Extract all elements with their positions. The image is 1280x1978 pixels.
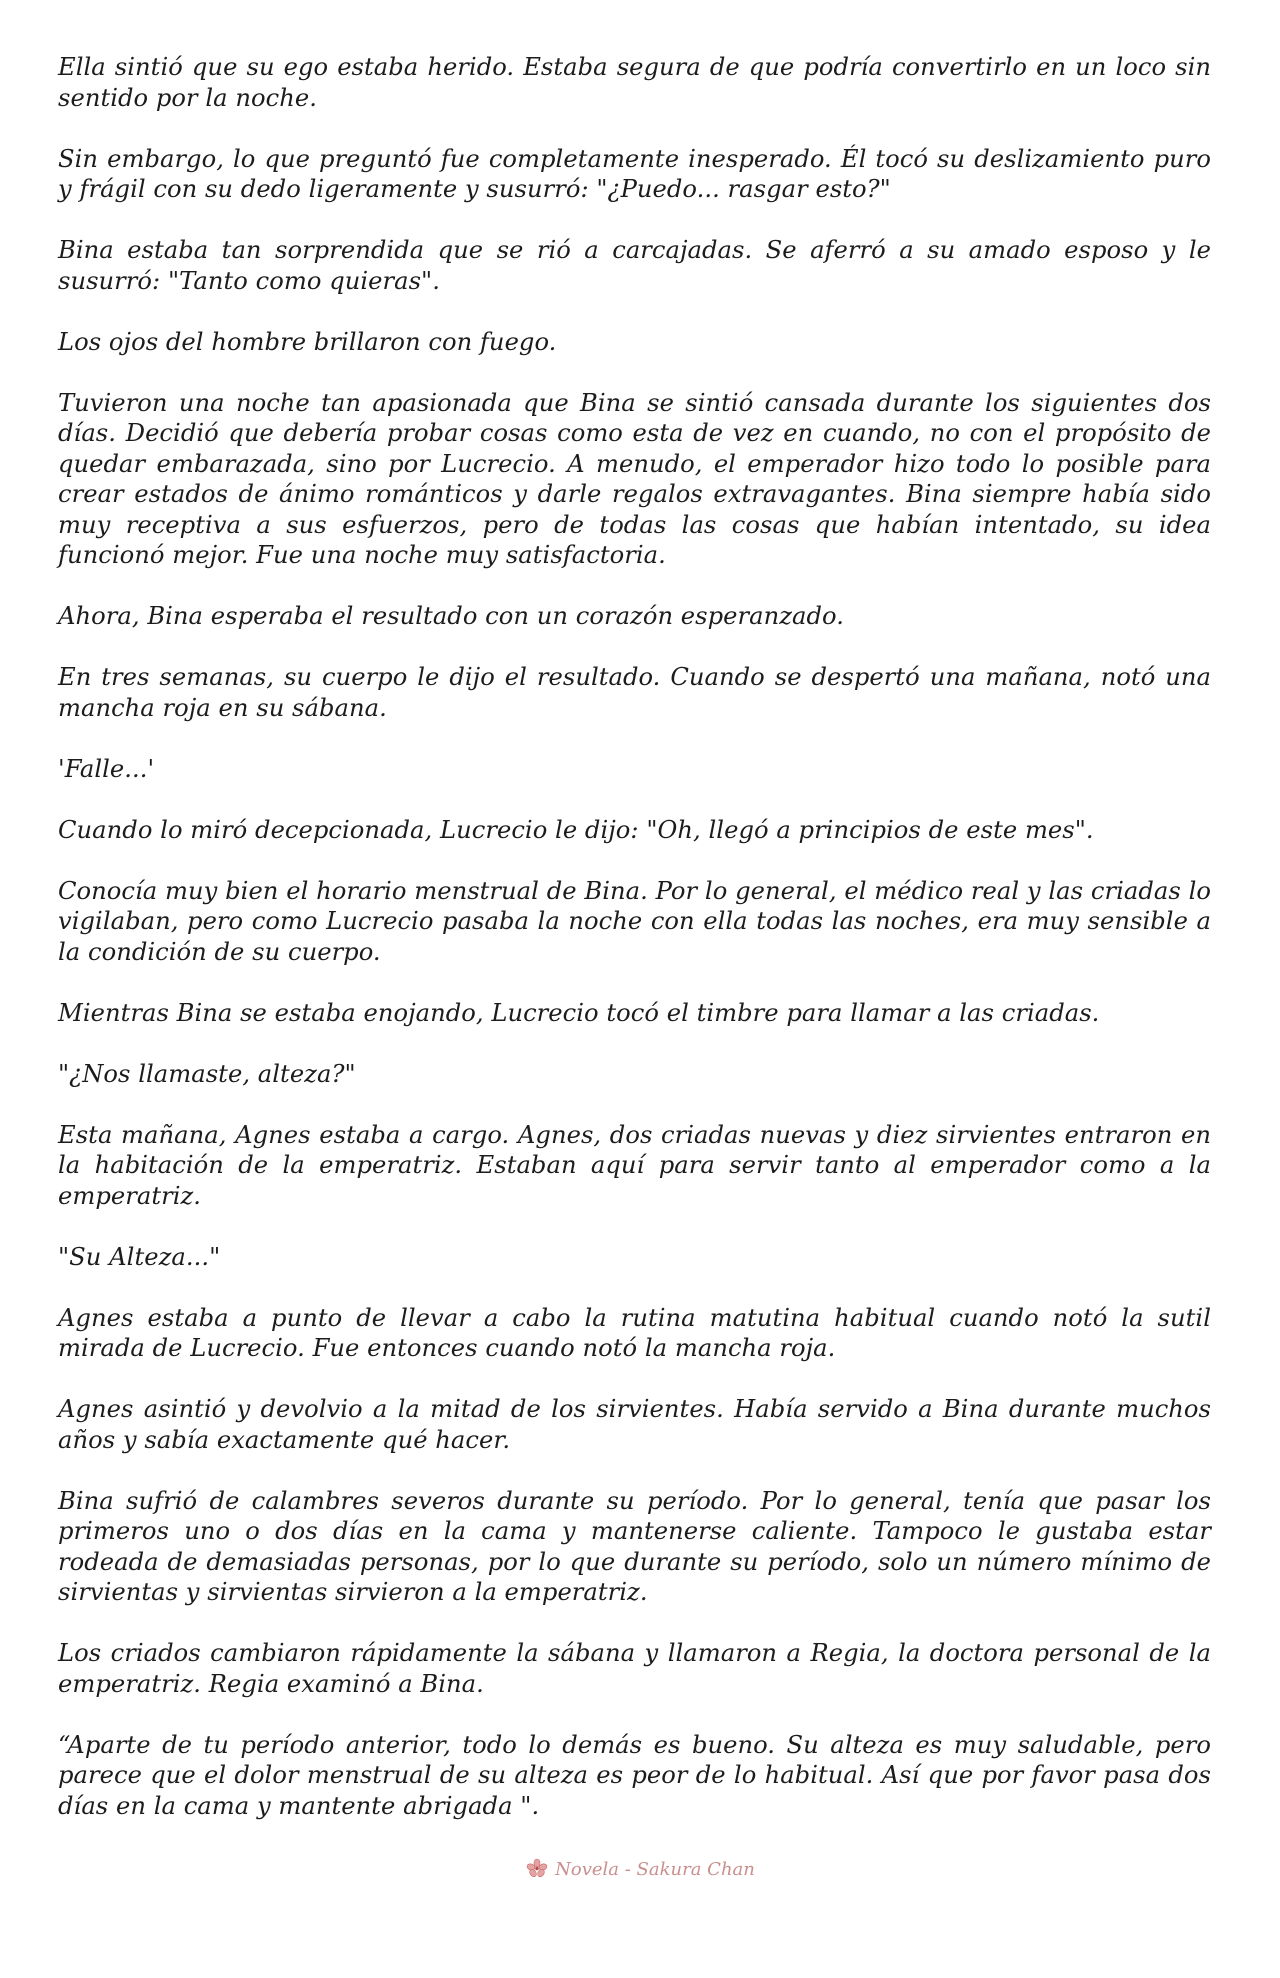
paragraph-11: Mientras Bina se estaba enojando, Lucrecio tocó el timbre para llamar a las criadas. bbox=[58, 998, 1100, 1027]
paragraph-16: Agnes asintió y devolvio a la mitad de los sirvientes. Había servido a Bina durante muchos años y sabía exactamente qué hacer. bbox=[58, 1395, 1211, 1454]
paragraph-18: Los criados cambiaron rápidamente la sábana y llamaron a Regia, la doctora personal de la emperatriz. Regia examinó a Bina. bbox=[58, 1639, 1211, 1698]
paragraph-7: En tres semanas, su cuerpo le dijo el resultado. Cuando se despertó una mañana, notó una mancha roja en su sábana. bbox=[58, 663, 1211, 722]
paragraph-6: Ahora, Bina esperaba el resultado con un corazón esperanzado. bbox=[58, 602, 844, 630]
paragraph-15: Agnes estaba a punto de llevar a cabo la rutina matutina habitual cuando notó la sutil mirada de Lucrecio. Fue entonces cuando notó la mancha roja. bbox=[58, 1303, 1211, 1362]
paragraph-5: Tuvieron una noche tan apasionada que Bina se sintió cansada durante los siguientes dos días. Decidió que debería probar cosas como esta de vez en cuando, no con el propósito de quedar embarazada, sino por Lucrecio. A menudo, el emperador hizo todo lo posible para crear estados de ánimo románticos y darle regalos extravagantes. Bina siempre había sido muy receptiva a sus esfuerzos, pero de todas las cosas que habían intentado, su idea funcionó mejor. Fue una noche muy satisfactoria. bbox=[58, 388, 1211, 569]
watermark-text: Novela - Sakura Chan bbox=[555, 1858, 755, 1880]
paragraph-19: “Aparte de tu período anterior, todo lo demás es bueno. Su alteza es muy saludable, pero parece que el dolor menstrual de su alteza es peor de lo habitual. Así que por favor pasa dos días en la cama y mantente abrigada ". bbox=[58, 1730, 1211, 1820]
watermark-footer bbox=[0, 1858, 1280, 1880]
paragraph-17: Bina sufrió de calambres severos durante su período. Por lo general, tenía que pasar los primeros uno o dos días en la cama y mantenerse caliente. Tampoco le gustaba estar rodeada de demasiadas personas, por lo que durante su período, solo un número mínimo de sirvientas y sirvientas sirvieron a la emperatriz. bbox=[58, 1486, 1211, 1606]
paragraph-12: "¿Nos llamaste, alteza?" bbox=[58, 1059, 356, 1088]
paragraph-3: Bina estaba tan sorprendida que se rió a carcajadas. Se aferró a su amado esposo y le susurró: "Tanto como quieras". bbox=[58, 236, 1211, 295]
paragraph-1: Ella sintió que su ego estaba herido. Estaba segura de que podría convertirlo en un loco sin sentido por la noche. bbox=[58, 53, 1211, 112]
paragraph-14: "Su Alteza..." bbox=[58, 1242, 221, 1271]
paragraph-2: Sin embargo, lo que preguntó fue completamente inesperado. Él tocó su deslizamiento puro y frágil con su dedo ligeramente y susurró: "¿Puedo... rasgar esto?" bbox=[58, 144, 1211, 203]
sakura-flower-icon bbox=[525, 1858, 549, 1880]
document-body bbox=[58, 52, 1211, 1852]
paragraph-13: Esta mañana, Agnes estaba a cargo. Agnes, dos criadas nuevas y diez sirvientes entraron en la habitación de la emperatriz. Estaban aquí para servir tanto al emperador como a la emperatriz. bbox=[58, 1120, 1211, 1210]
paragraph-8: 'Falle...' bbox=[58, 754, 155, 783]
paragraph-4: Los ojos del hombre brillaron con fuego. bbox=[58, 327, 557, 356]
paragraph-10: Conocía muy bien el horario menstrual de Bina. Por lo general, el médico real y las criadas lo vigilaban, pero como Lucrecio pasaba la noche con ella todas las noches, era muy sensible a la condición de su cuerpo. bbox=[58, 876, 1211, 966]
paragraph-9: Cuando lo miró decepcionada, Lucrecio le dijo: "Oh, llegó a principios de este mes". bbox=[58, 815, 1094, 844]
